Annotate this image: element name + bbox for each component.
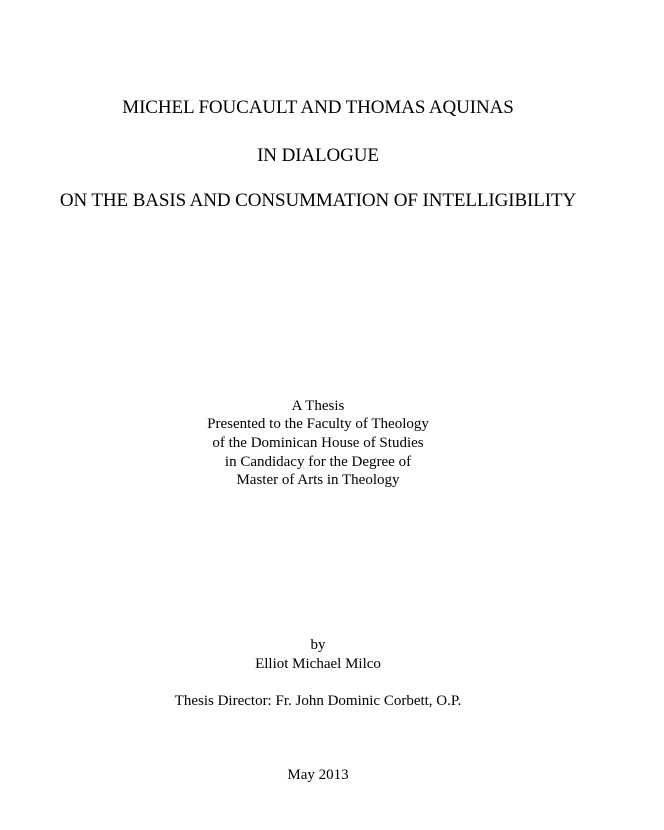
thesis-director: Thesis Director: Fr. John Dominic Corbett, O.P. — [174, 693, 462, 709]
thesis-statement-line-1: A Thesis — [291, 398, 345, 414]
title-line-3: ON THE BASIS AND CONSUMMATION OF INTELLIGIBILITY — [59, 190, 577, 211]
thesis-statement-line-2: Presented to the Faculty of Theology — [207, 416, 429, 432]
submission-date: May 2013 — [287, 767, 349, 783]
byline-by: by — [310, 637, 326, 653]
thesis-statement-line-5: Master of Arts in Theology — [236, 472, 400, 488]
title-line-1: MICHEL FOUCAULT AND THOMAS AQUINAS — [122, 97, 514, 118]
thesis-statement-line-3: of the Dominican House of Studies — [212, 435, 424, 451]
author-name: Elliot Michael Milco — [255, 656, 381, 672]
thesis-statement-line-4: in Candidacy for the Degree of — [224, 454, 412, 470]
title-line-2: IN DIALOGUE — [257, 145, 379, 166]
